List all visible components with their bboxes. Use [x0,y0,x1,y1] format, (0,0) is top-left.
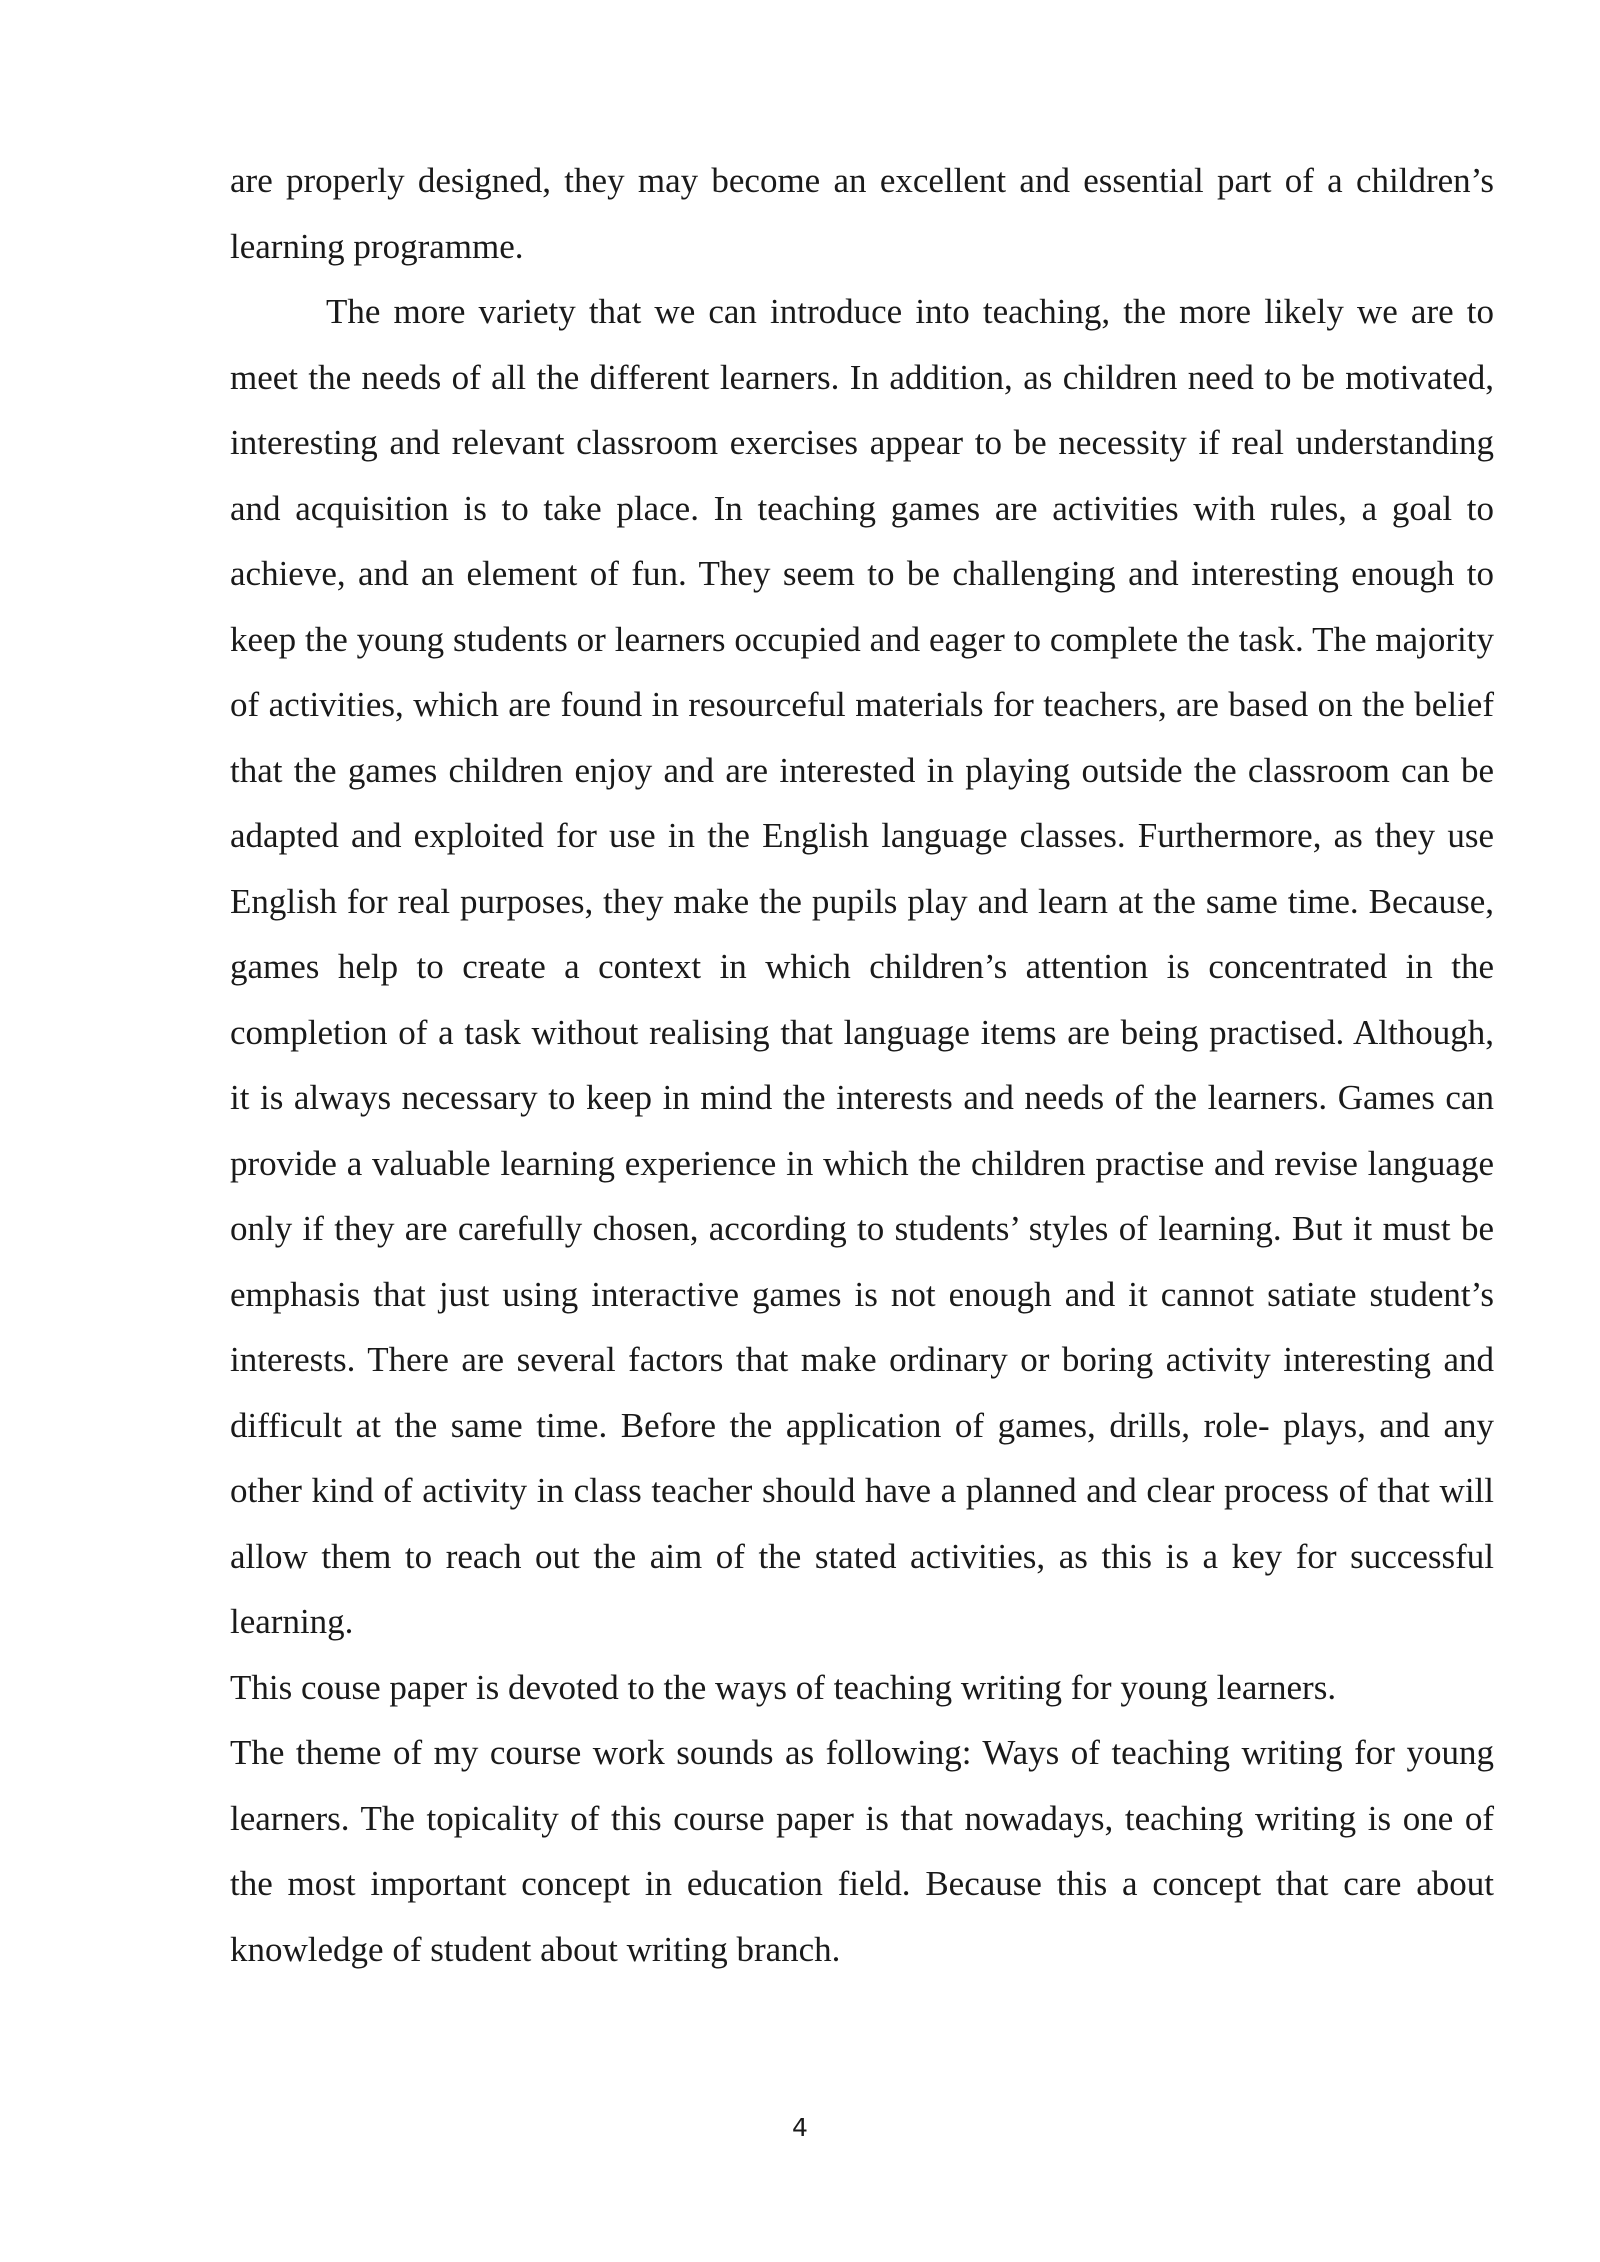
page-number: 4 [792,2113,808,2142]
paragraph-theme: The theme of my course work sounds as following: Ways of teaching writing for young learners. The topicality of this course paper is that nowadays, teaching writing is one of the most important concept in education field. Because this a concept that care about knowledge of student about writing branch. [230,1733,1494,1969]
paragraph-variety: The more variety that we can introduce into teaching, the more likely we are to meet the needs of all the different learners. In addition, as children need to be motivated, interesting and relevant classroom exercises appear to be necessity if real understanding and acquisition is to take place. In teaching games are activities with rules, a goal to achieve, and an element of fun. They seem to be challenging and interesting enough to keep the young students or learners occupied and eager to complete the task. The majority of activities, which are found in resourceful materials for teachers, are based on the belief that the games children enjoy and are interested in playing outside the classroom can be adapted and exploited for use in the English language classes. Furthermore, as they use English for real purposes, they make the pupils play and learn at the same time. Because, games help to create a context in which children’s attention is concentrated in the completion of a task without realising that language items are being practised. Although, it is always necessary to keep in mind the interests and needs of the learners. Games can provide a valuable learning experience in which the children practise and revise language only if they are carefully chosen, according to students’ styles of learning. But it must be emphasis that just using interactive games is not enough and it cannot satiate student’s interests. There are several factors that make ordinary or boring activity interesting and difficult at the same time. Before the application of games, drills, role- plays, and any other kind of activity in class teacher should have a planned and clear process of that will allow them to reach out the aim of the stated activities, as this is a key for successful learning. [230,292,1494,1641]
paragraph-continuation: are properly designed, they may become an excellent and essential part of a children’s learning programme. [230,161,1494,266]
paragraph-devoted: This couse paper is devoted to the ways of teaching writing for young learners. [230,1667,1337,1707]
page-body [230,148,1494,1982]
